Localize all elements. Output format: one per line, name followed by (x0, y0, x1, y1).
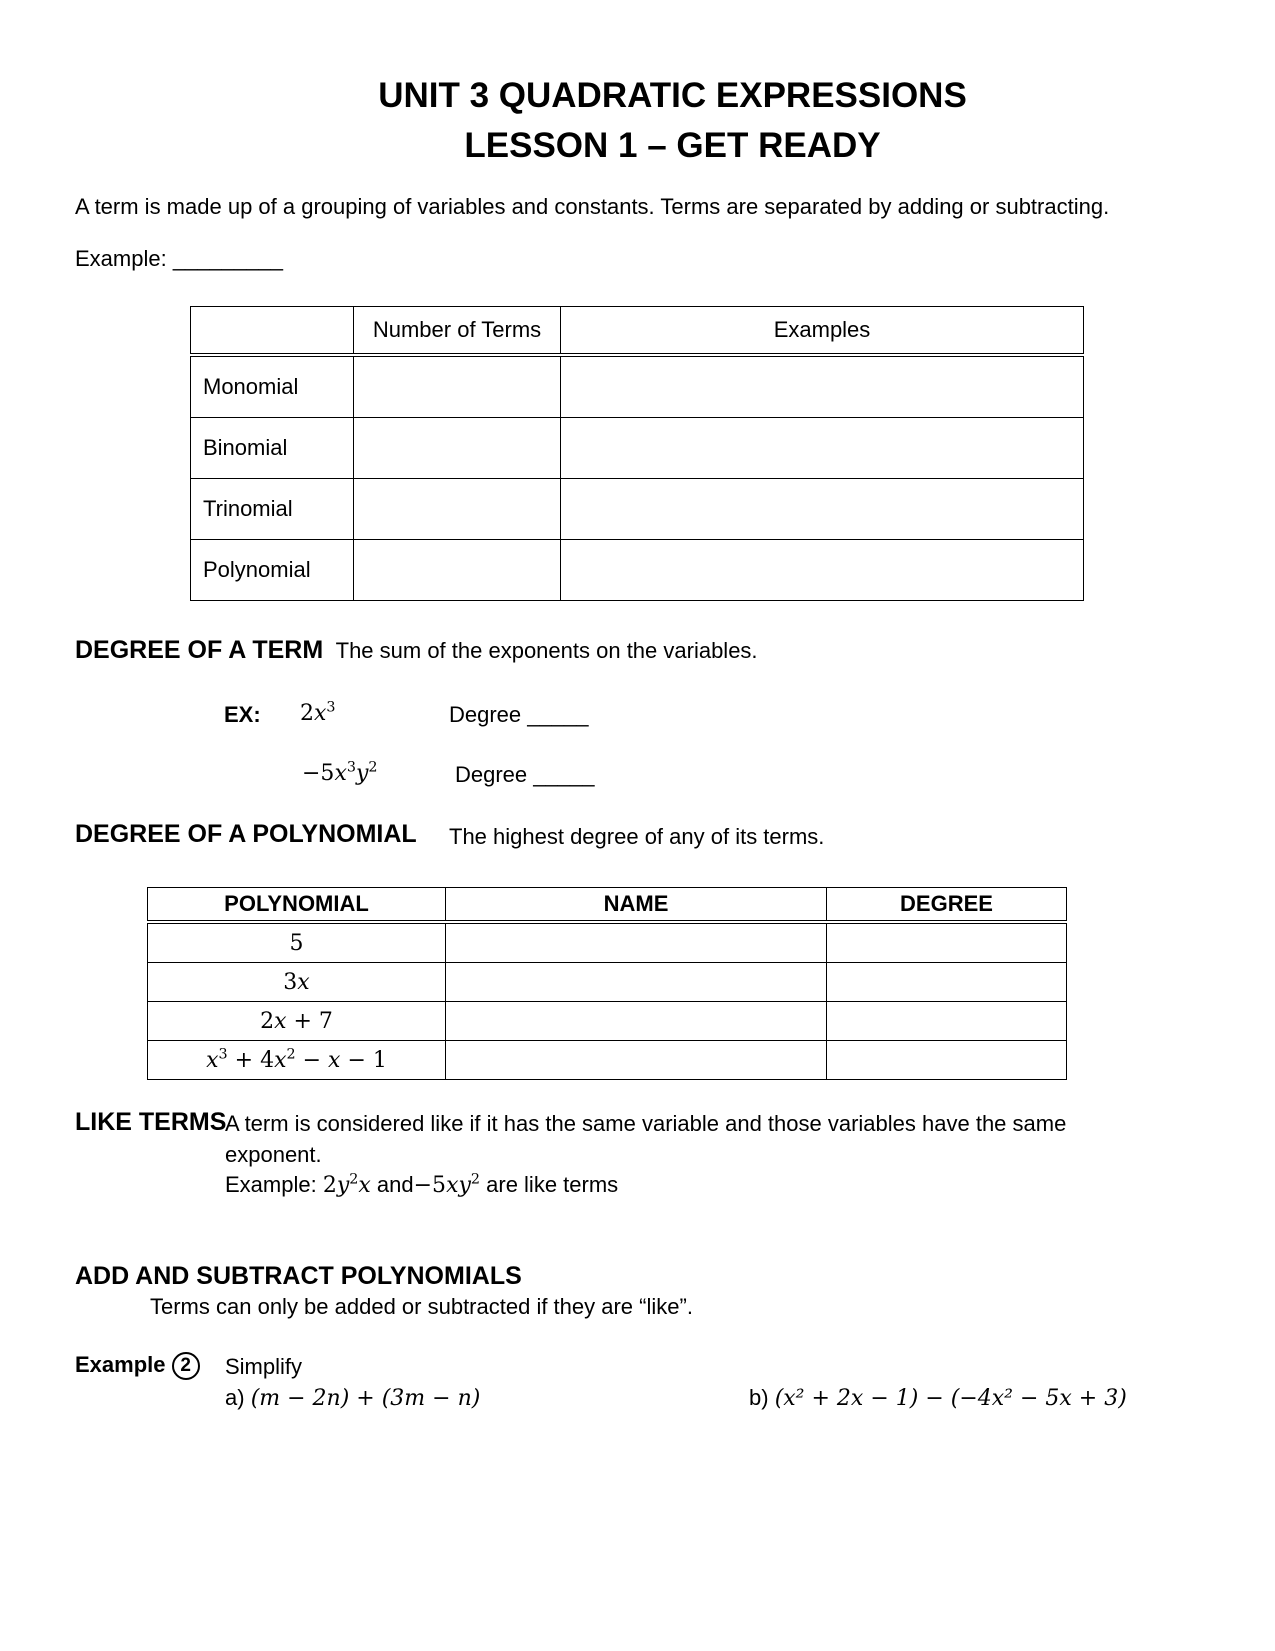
table-row (191, 479, 1084, 540)
term-definition: A term is made up of a grouping of variables and constants. Terms are separated by adding or subtracting. (75, 194, 1110, 219)
answer-cell (827, 1041, 1067, 1080)
answer-cell (561, 479, 1084, 540)
table-row (191, 540, 1084, 601)
answer-cell (354, 355, 561, 418)
polynomial-cell: $x^3 + 4x^2 - x - 1$ (148, 1041, 446, 1080)
add-subtract-heading: ADD AND SUBTRACT POLYNOMIALS (75, 1262, 522, 1290)
answer-cell (827, 922, 1067, 963)
polynomial-cell: 5 (148, 922, 446, 963)
poly-header-degree: DEGREE (827, 888, 1067, 923)
answer-cell (354, 540, 561, 601)
degree-term-heading: DEGREE OF A TERM (75, 636, 324, 664)
table-row (148, 1002, 1067, 1041)
like-terms-example: Example: $2y^2x$ $and-5xy^2$ are like terms (225, 1171, 619, 1198)
table-row (148, 963, 1067, 1002)
ex-label: EX: (224, 702, 261, 727)
answer-cell (561, 355, 1084, 418)
degree-term-definition: The sum of the exponents on the variables. (335, 638, 758, 663)
answer-cell (827, 963, 1067, 1002)
degree-poly-definition: The highest degree of any of its terms. (449, 824, 825, 849)
answer-cell (354, 418, 561, 479)
ex1-expression: $2x^3$ (300, 699, 336, 726)
table-row (148, 1041, 1067, 1080)
terms-table (190, 306, 1084, 601)
row-label-polynomial: Polynomial (191, 540, 354, 601)
terms-header-blank (191, 307, 354, 356)
polynomial-table (147, 887, 1067, 1080)
degree-term-section (75, 636, 758, 665)
terms-header-number: Number of Terms (354, 307, 561, 356)
problem-b: b) (x² + 2x − 1) − (−4x² − 5x + 3) (749, 1385, 1127, 1411)
example-2-label: Example 2 (75, 1352, 200, 1380)
ex2-expression: $-5x^3y^2$ (302, 759, 378, 786)
add-subtract-note: Terms can only be added or subtracted if they are “like”. (150, 1294, 693, 1319)
table-row (191, 355, 1084, 418)
simplify-instruction: Simplify (225, 1354, 303, 1379)
like-terms-definition-line2: exponent. (225, 1142, 322, 1167)
terms-header-examples: Examples (561, 307, 1084, 356)
answer-cell (446, 1002, 827, 1041)
answer-cell (446, 1041, 827, 1080)
row-label-trinomial: Trinomial (191, 479, 354, 540)
like-terms-definition-line1: A term is considered like if it has the same variable and those variables have the same (225, 1111, 1067, 1136)
answer-cell (446, 922, 827, 963)
degree-poly-heading: DEGREE OF A POLYNOMIAL (75, 820, 417, 848)
page-title-line2: LESSON 1 – GET READY (464, 126, 881, 165)
table-row (148, 922, 1067, 963)
answer-cell (827, 1002, 1067, 1041)
polynomial-cell: 3x (148, 963, 446, 1002)
polynomial-cell: 2x + 7 (148, 1002, 446, 1041)
terms-table-header-row (191, 307, 1084, 356)
row-label-binomial: Binomial (191, 418, 354, 479)
poly-header-polynomial: POLYNOMIAL (148, 888, 446, 923)
example-blank: Example: _________ (75, 246, 283, 271)
page-title-line1: UNIT 3 QUADRATIC EXPRESSIONS (378, 76, 967, 115)
problem-a: a) (m − 2n) + (3m − n) (225, 1385, 481, 1411)
circled-number-icon: 2 (172, 1352, 200, 1380)
table-row (191, 418, 1084, 479)
answer-cell (561, 540, 1084, 601)
answer-cell (354, 479, 561, 540)
ex2-degree-blank: Degree _____ (455, 762, 595, 787)
answer-cell (446, 963, 827, 1002)
row-label-monomial: Monomial (191, 355, 354, 418)
poly-table-header-row (148, 888, 1067, 923)
like-terms-heading: LIKE TERMS (75, 1108, 227, 1136)
poly-header-name: NAME (446, 888, 827, 923)
ex1-degree-blank: Degree _____ (449, 702, 589, 727)
answer-cell (561, 418, 1084, 479)
